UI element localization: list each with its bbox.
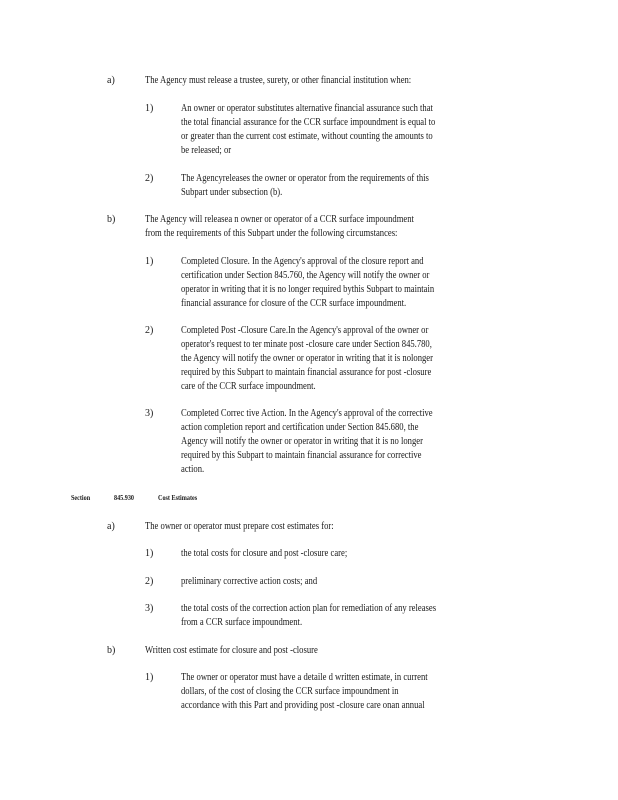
paragraph-line: Completed Correc tive Action. In the Agency's approval of the corrective xyxy=(181,408,433,419)
paragraph-line: financial assurance for closure of the CCR surface impoundment. xyxy=(181,298,407,309)
paragraph-line: the total financial assurance for the CCR surface impoundment is equal to xyxy=(181,117,436,128)
section-heading-title: Cost Estimates xyxy=(158,493,198,502)
item-label: 1) xyxy=(145,672,154,683)
paragraph-line: the total costs of the correction action plan for remediation of any releases xyxy=(181,603,437,614)
item-label: 1) xyxy=(145,103,154,114)
paragraph-line: the total costs for closure and post -closure care; xyxy=(181,548,348,559)
item-label: 2) xyxy=(145,325,154,336)
paragraph-line: required by this Subpart to maintain financial assurance for post -closure xyxy=(181,367,432,378)
paragraph-line: from a CCR surface impoundment. xyxy=(181,617,303,628)
paragraph-line: Completed Post -Closure Care.In the Agency's approval of the owner or xyxy=(181,325,429,336)
paragraph-line: dollars, of the cost of closing the CCR surface impoundment in xyxy=(181,686,399,697)
paragraph-line: Agency will notify the owner or operator in writing that it is no longer xyxy=(181,436,423,447)
paragraph-line: care of the CCR surface impoundment. xyxy=(181,381,316,392)
paragraph-line: accordance with this Part and providing post -closure care onan annual xyxy=(181,700,425,711)
item-label: 2) xyxy=(145,576,154,587)
paragraph-line: The Agency must release a trustee, surety, or other financial institution when: xyxy=(145,75,412,86)
paragraph-line: action. xyxy=(181,464,205,475)
item-label: 2) xyxy=(145,173,154,184)
section-heading-number: 845.930 xyxy=(114,493,134,502)
paragraph-line: preliminary corrective action costs; and xyxy=(181,576,318,587)
paragraph-line: The owner or operator must prepare cost estimates for: xyxy=(145,521,334,532)
section-heading-word: Section xyxy=(71,493,91,502)
paragraph-line: action completion report and certification under Section 845.680, the xyxy=(181,422,419,433)
paragraph-line: Subpart under subsection (b). xyxy=(181,187,283,198)
paragraph-line: Completed Closure. In the Agency's approval of the closure report and xyxy=(181,256,424,267)
item-label: 3) xyxy=(145,603,154,614)
paragraph-line: Written cost estimate for closure and post -closure xyxy=(145,645,318,656)
paragraph-line: operator in writing that it is no longer required bythis Subpart to maintain xyxy=(181,284,435,295)
item-label: 1) xyxy=(145,256,154,267)
subsection-label: a) xyxy=(107,521,115,532)
paragraph-line: required by this Subpart to maintain financial assurance for corrective xyxy=(181,450,422,461)
subsection-label: a) xyxy=(107,75,115,86)
paragraph-line: or greater than the current cost estimate, without counting the amounts to xyxy=(181,131,433,142)
paragraph-line: from the requirements of this Subpart under the following circumstances: xyxy=(145,228,398,239)
paragraph-line: An owner or operator substitutes alternative financial assurance such that xyxy=(181,103,433,114)
item-label: 3) xyxy=(145,408,154,419)
paragraph-line: operator's request to ter minate post -closure care under Section 845.780, xyxy=(181,339,432,350)
paragraph-line: certification under Section 845.760, the Agency will notify the owner or xyxy=(181,270,430,281)
paragraph-line: the Agency will notify the owner or operator in writing that it is nolonger xyxy=(181,353,433,364)
subsection-label: b) xyxy=(107,645,116,656)
paragraph-line: The Agencyreleases the owner or operator from the requirements of this xyxy=(181,173,429,184)
subsection-label: b) xyxy=(107,214,116,225)
paragraph-line: be released; or xyxy=(181,145,232,156)
paragraph-line: The Agency will releasea n owner or operator of a CCR surface impoundment xyxy=(145,214,414,225)
item-label: 1) xyxy=(145,548,154,559)
paragraph-line: The owner or operator must have a detaile d written estimate, in current xyxy=(181,672,428,683)
